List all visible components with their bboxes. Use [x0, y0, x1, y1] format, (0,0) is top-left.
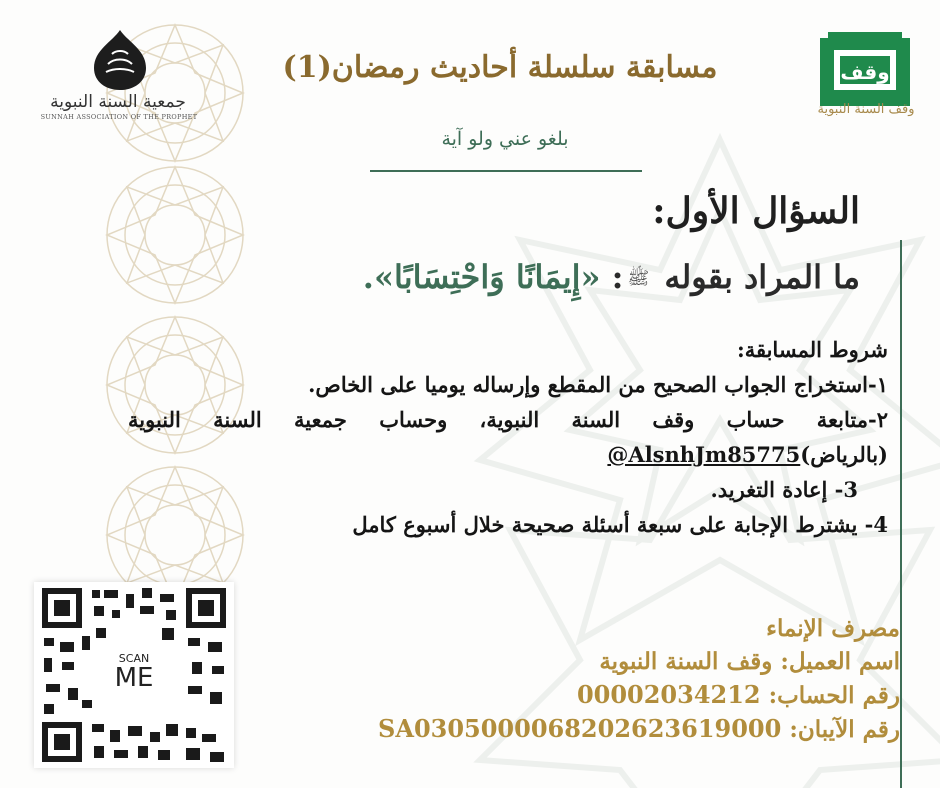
competition-rules: [128, 332, 888, 542]
rules-heading: شروط المسابقة:: [736, 337, 888, 362]
account-label: رقم الحساب:: [768, 682, 900, 709]
rule-item-2: ٢-متابعة حساب وقف السنة النبوية، وحساب جمعية السنة النبوية: [128, 407, 888, 432]
page-title: مسابقة سلسلة أحاديث رمضان(1): [282, 50, 718, 85]
iban-value: SA0305000068202623619000: [377, 714, 782, 743]
page-subtitle: بلغو عني ولو آية: [441, 128, 569, 150]
client-value: وقف السنة النبوية: [599, 648, 773, 675]
sunnah-emblem-icon: [88, 28, 152, 92]
sunnah-association-name: جمعية السنة النبوية: [50, 92, 186, 112]
iban-label: رقم الآيبان:: [789, 716, 900, 743]
account-number-row: [240, 678, 900, 712]
rule-item-3: 3- إعادة التغريد.: [710, 477, 858, 502]
question-heading: السؤال الأول:: [652, 190, 860, 232]
bank-name: مصرف الإنماء: [766, 615, 900, 642]
sunnah-association-english: SUNNAH ASSOCIATION OF THE PROPHET: [40, 113, 198, 121]
account-value: 00002034212: [576, 680, 761, 709]
vertical-divider: [900, 240, 902, 788]
qr-scan-label: SCAN: [118, 652, 150, 665]
rosette-ornament: [100, 160, 250, 310]
rule-item-1: ١-استخراج الجواب الصحيح من المقطع وإرساله يوميا على الخاص.: [308, 372, 888, 397]
qr-code[interactable]: [34, 582, 234, 768]
iban-row: [240, 712, 900, 746]
waqf-logo-mark: وقف: [840, 60, 890, 84]
question-colon: :: [611, 258, 624, 296]
subtitle-underline: [370, 170, 642, 172]
rule-item-2-continued: [128, 437, 888, 472]
question-text: [363, 258, 860, 296]
question-quote: «إِيمَانًا وَاحْتِسَابًا».: [362, 258, 601, 296]
waqf-logo-caption: وقف السنة النبوية: [817, 102, 915, 117]
honorific-glyph: ﷺ: [627, 267, 650, 289]
bank-details: [240, 612, 900, 746]
qr-scan-badge: [104, 646, 164, 704]
client-label: اسم العميل:: [780, 648, 900, 675]
rule-item-2-location: (بالرياض): [800, 442, 888, 467]
rule-item-4: 4- يشترط الإجابة على سبعة أسئلة صحيحة خلال أسبوع كامل: [352, 512, 888, 537]
twitter-handle-link[interactable]: @AlsnhJm85775: [607, 442, 801, 467]
question-lead: ما المراد بقوله: [664, 258, 860, 296]
qr-me-label: ME: [114, 663, 154, 693]
client-name-row: [240, 645, 900, 678]
